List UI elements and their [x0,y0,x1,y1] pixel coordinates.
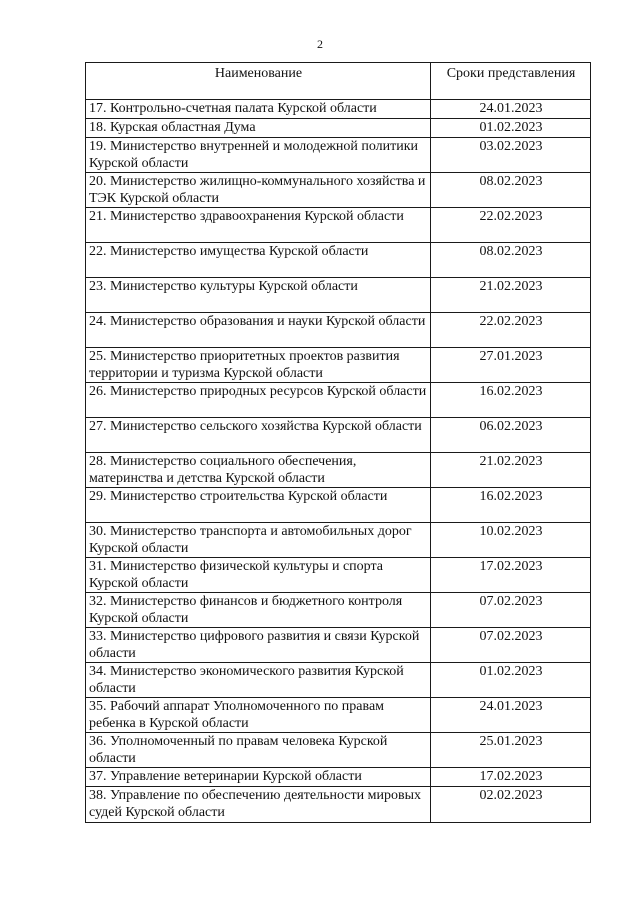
table-row [86,733,591,768]
submission-date: 01.02.2023 [431,119,591,138]
submission-date: 22.02.2023 [431,208,591,243]
table-row [86,348,591,383]
table-row [86,663,591,698]
organization-name: 22. Министерство имущества Курской области [86,243,431,278]
submission-date: 17.02.2023 [431,768,591,787]
table-row [86,100,591,119]
organization-name: 31. Министерство физической культуры и спорта Курской области [86,558,431,593]
table-row [86,173,591,208]
table-row [86,593,591,628]
table-row [86,278,591,313]
table-row [86,383,591,418]
submission-date: 02.02.2023 [431,787,591,823]
organization-name: 37. Управление ветеринарии Курской области [86,768,431,787]
column-header-deadline: Сроки представления [431,63,591,100]
table-header-row [86,63,591,100]
table-row [86,787,591,823]
submission-date: 03.02.2023 [431,138,591,173]
organization-name: 26. Министерство природных ресурсов Курской области [86,383,431,418]
submission-date: 01.02.2023 [431,663,591,698]
submission-date: 24.01.2023 [431,100,591,119]
submission-date: 16.02.2023 [431,383,591,418]
organization-name: 38. Управление по обеспечению деятельности мировых судей Курской области [86,787,431,823]
table-row [86,243,591,278]
submission-date: 17.02.2023 [431,558,591,593]
organization-name: 34. Министерство экономического развития Курской области [86,663,431,698]
submission-date: 07.02.2023 [431,628,591,663]
table-row [86,418,591,453]
deadlines-table [85,62,591,823]
submission-date: 16.02.2023 [431,488,591,523]
submission-date: 22.02.2023 [431,313,591,348]
page-number: 2 [317,37,323,51]
organization-name: 36. Уполномоченный по правам человека Курской области [86,733,431,768]
table-row [86,119,591,138]
submission-date: 08.02.2023 [431,173,591,208]
table-row [86,558,591,593]
table-row [86,768,591,787]
table-row [86,698,591,733]
table-row [86,313,591,348]
organization-name: 35. Рабочий аппарат Уполномоченного по правам ребенка в Курской области [86,698,431,733]
table-row [86,138,591,173]
submission-date: 06.02.2023 [431,418,591,453]
organization-name: 18. Курская областная Дума [86,119,431,138]
organization-name: 19. Министерство внутренней и молодежной политики Курской области [86,138,431,173]
submission-date: 08.02.2023 [431,243,591,278]
submission-date: 24.01.2023 [431,698,591,733]
submission-date: 21.02.2023 [431,453,591,488]
organization-name: 29. Министерство строительства Курской области [86,488,431,523]
submission-date: 25.01.2023 [431,733,591,768]
table-row [86,453,591,488]
submission-date: 07.02.2023 [431,593,591,628]
submission-date: 21.02.2023 [431,278,591,313]
organization-name: 23. Министерство культуры Курской области [86,278,431,313]
table-row [86,488,591,523]
table-row [86,523,591,558]
table-row [86,208,591,243]
organization-name: 30. Министерство транспорта и автомобильных дорог Курской области [86,523,431,558]
organization-name: 20. Министерство жилищно-коммунального хозяйства и ТЭК Курской области [86,173,431,208]
organization-name: 17. Контрольно-счетная палата Курской области [86,100,431,119]
organization-name: 33. Министерство цифрового развития и связи Курской области [86,628,431,663]
submission-date: 10.02.2023 [431,523,591,558]
organization-name: 32. Министерство финансов и бюджетного контроля Курской области [86,593,431,628]
submission-date: 27.01.2023 [431,348,591,383]
column-header-name: Наименование [86,63,431,100]
table-row [86,628,591,663]
organization-name: 21. Министерство здравоохранения Курской области [86,208,431,243]
organization-name: 28. Министерство социального обеспечения, материнства и детства Курской области [86,453,431,488]
organization-name: 24. Министерство образования и науки Курской области [86,313,431,348]
organization-name: 27. Министерство сельского хозяйства Курской области [86,418,431,453]
organization-name: 25. Министерство приоритетных проектов развития территории и туризма Курской области [86,348,431,383]
